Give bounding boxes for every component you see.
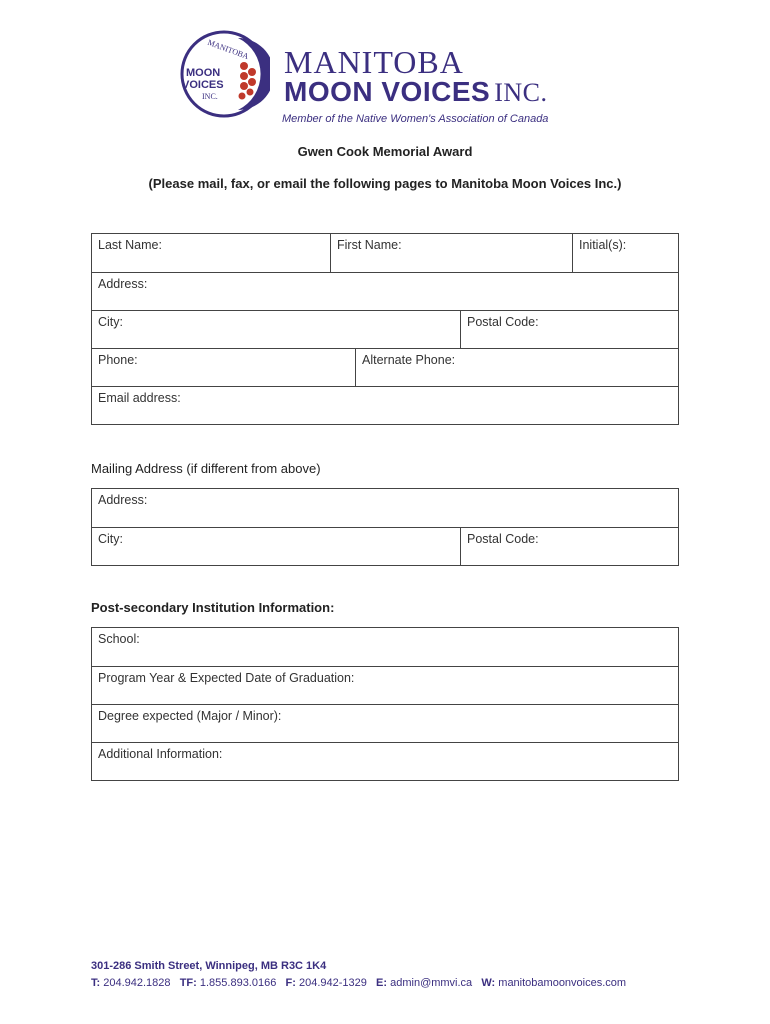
last-name-field[interactable]: Last Name: bbox=[98, 238, 162, 252]
brand-name-line2 bbox=[284, 76, 547, 108]
personal-info-form bbox=[91, 233, 679, 425]
page-title: Gwen Cook Memorial Award bbox=[297, 144, 473, 159]
svg-text:MOON: MOON bbox=[186, 67, 221, 79]
additional-info-field[interactable]: Additional Information: bbox=[98, 747, 223, 761]
email-value[interactable]: admin@mmvi.ca bbox=[390, 977, 473, 989]
email-field[interactable]: Email address: bbox=[98, 391, 181, 405]
phone-value: 204.942.1828 bbox=[103, 977, 171, 989]
toll-free-label: TF: bbox=[179, 977, 197, 989]
svg-text:INC.: INC. bbox=[202, 92, 218, 101]
initials-field[interactable]: Initial(s): bbox=[572, 234, 678, 272]
mailing-heading: Mailing Address (if different from above) bbox=[91, 461, 321, 476]
mailing-postal-code-field[interactable]: Postal Code: bbox=[460, 528, 678, 565]
city-field[interactable]: City: bbox=[98, 315, 123, 329]
mailing-city-field[interactable]: City: bbox=[98, 532, 123, 546]
alternate-phone-field[interactable]: Alternate Phone: bbox=[355, 349, 678, 386]
email-label: E: bbox=[376, 977, 388, 989]
toll-free-value: 1.855.893.0166 bbox=[199, 977, 277, 989]
member-line: Member of the Native Women's Association of Canada bbox=[282, 113, 549, 125]
brand-inc: INC. bbox=[494, 78, 548, 107]
address-field[interactable]: Address: bbox=[98, 277, 148, 291]
mailing-address-field[interactable]: Address: bbox=[98, 493, 148, 507]
svg-text:MANITOBA: MANITOBA bbox=[206, 37, 250, 62]
program-year-field[interactable]: Program Year & Expected Date of Graduation: bbox=[98, 671, 355, 685]
page-subtitle: (Please mail, fax, or email the following pages to Manitoba Moon Voices Inc.) bbox=[148, 176, 622, 191]
phone-field[interactable]: Phone: bbox=[98, 353, 138, 367]
footer-contacts bbox=[91, 977, 626, 989]
fax-label: F: bbox=[285, 977, 296, 989]
mailing-address-form bbox=[91, 488, 679, 566]
fax-value: 204.942-1329 bbox=[298, 977, 367, 989]
school-field[interactable]: School: bbox=[98, 632, 140, 646]
website-label: W: bbox=[481, 977, 496, 989]
brand-name-line1: MANITOBA bbox=[284, 44, 464, 80]
degree-expected-field[interactable]: Degree expected (Major / Minor): bbox=[98, 709, 282, 723]
phone-label: T: bbox=[91, 977, 101, 989]
website-value[interactable]: manitobamoonvoices.com bbox=[498, 977, 627, 989]
moon-voices-logo bbox=[178, 28, 270, 120]
institution-form bbox=[91, 627, 679, 781]
svg-text:VOICES: VOICES bbox=[182, 79, 224, 91]
footer-address: 301-286 Smith Street, Winnipeg, MB R3C 1K4 bbox=[91, 960, 327, 972]
brand-moon-voices: MOON VOICES bbox=[284, 76, 491, 107]
first-name-field[interactable]: First Name: bbox=[330, 234, 572, 272]
institution-heading: Post-secondary Institution Information: bbox=[91, 600, 335, 615]
postal-code-field[interactable]: Postal Code: bbox=[460, 311, 678, 348]
